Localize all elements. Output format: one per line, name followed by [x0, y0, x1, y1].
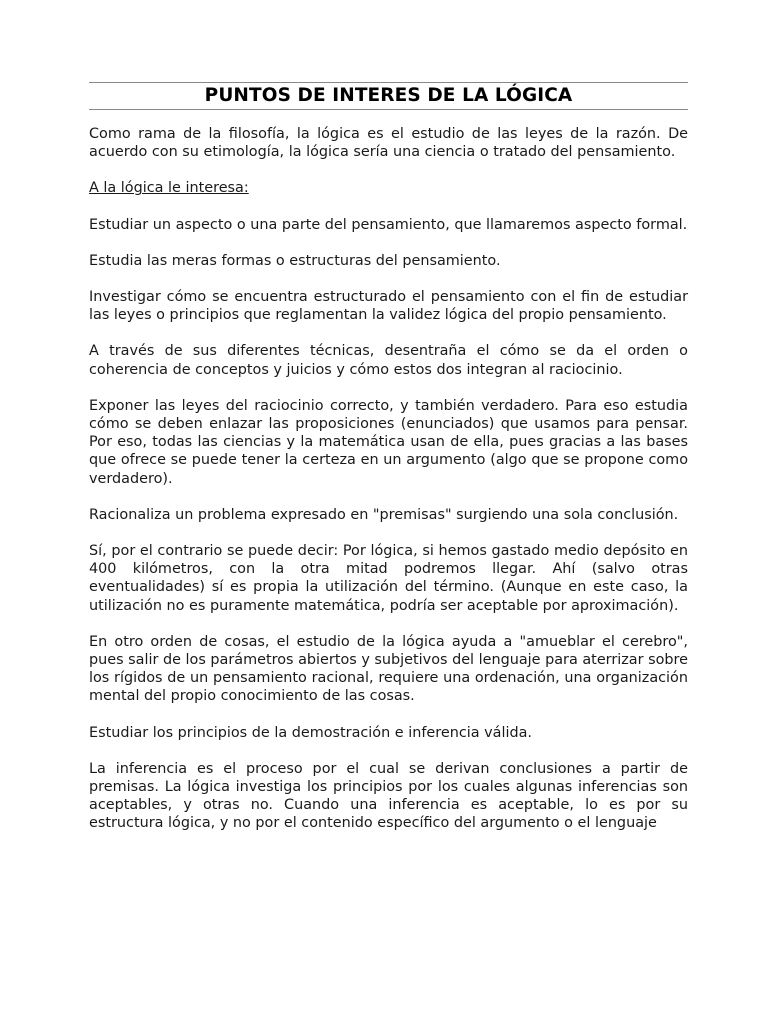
paragraph: Estudiar un aspecto o una parte del pensamiento, que llamaremos aspecto formal.: [89, 216, 688, 233]
paragraph: Racionaliza un problema expresado en "premisas" surgiendo una sola conclusión.: [89, 506, 679, 523]
page-title: PUNTOS DE INTERES DE LA LÓGICA: [204, 85, 573, 106]
paragraph: La inferencia es el proceso por el cual se derivan conclusiones a partir de premisas. La lógica investiga los principios por los cuales algunas inferencias son aceptables, y otras no. Cuando una inferencia es aceptable, lo es por su estructura lógica, y no por el contenido específico del argumento o el lenguaje: [89, 760, 688, 832]
paragraph: En otro orden de cosas, el estudio de la lógica ayuda a "amueblar el cerebro", pues salir de los parámetros abiertos y subjetivos del lenguaje para aterrizar sobre los rígidos de un pensamiento racional, requiere una ordenación, una organización mental del propio conocimiento de las cosas.: [89, 633, 689, 705]
paragraph: Sí, por el contrario se puede decir: Por lógica, si hemos gastado medio depósito en 400 kilómetros, con la otra mitad podremos llegar. Ahí (salvo otras eventualidades) sí es propia la utilización del término. (Aunque en este caso, la utilización no es puramente matemática, podría ser aceptable por aproximación).: [89, 543, 688, 614]
paragraph: Investigar cómo se encuentra estructurado el pensamiento con el fin de estudiar las leyes o principios que reglamentan la validez lógica del propio pensamiento.: [89, 289, 688, 324]
paragraph: Exponer las leyes del raciocinio correcto, y también verdadero. Para eso estudia cómo se deben enlazar las proposiciones (enunciados) que usamos para pensar. Por eso, todas las ciencias y la matemática usan de ella, pues gracias a las bases que ofrece se puede tener la certeza en un argumento (algo que se propone como verdadero).: [89, 397, 688, 487]
subheading: A la lógica le interesa:: [89, 180, 249, 197]
title-box: [89, 82, 688, 110]
paragraph: Estudiar los principios de la demostración e inferencia válida.: [89, 724, 533, 741]
paragraph: A través de sus diferentes técnicas, desentraña el cómo se da el orden o coherencia de conceptos y juicios y cómo estos dos integran al raciocinio.: [89, 343, 688, 378]
paragraph: Estudia las meras formas o estructuras del pensamiento.: [89, 252, 501, 269]
document-page: [89, 82, 688, 833]
intro-paragraph: Como rama de la filosofía, la lógica es el estudio de las leyes de la razón. De acuerdo con su etimología, la lógica sería una ciencia o tratado del pensamiento.: [89, 126, 688, 161]
